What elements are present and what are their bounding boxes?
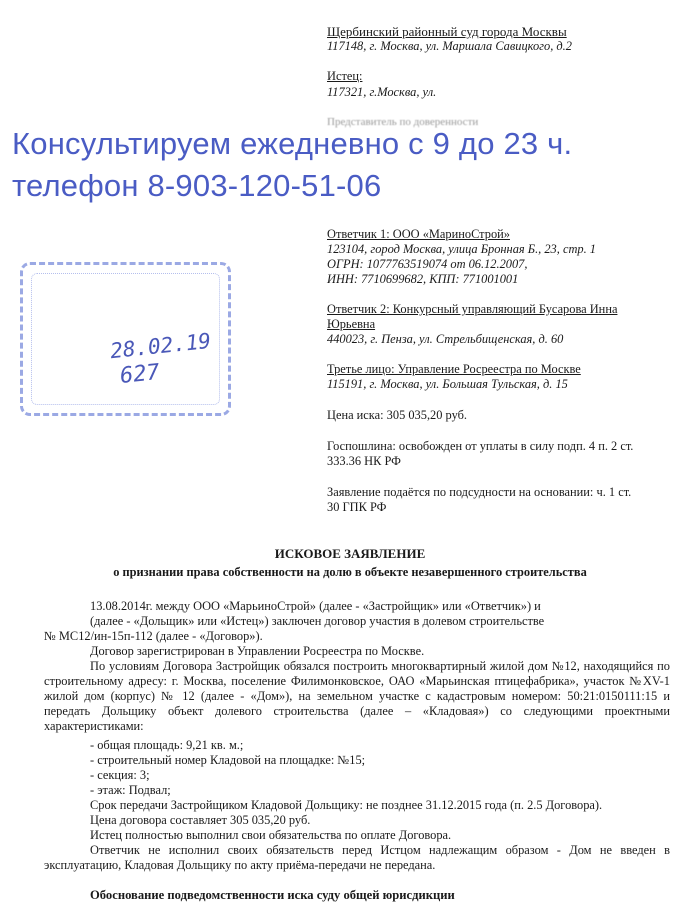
third-party-label: Третье лицо: Управление Росреестра по Москве xyxy=(327,362,581,376)
list-item: - общая площадь: 9,21 кв. м.; xyxy=(90,738,244,752)
body-paragraph: 13.08.2014г. между ООО «МарьиноСтрой» (далее - «Застройщик» или «Ответчик») и xyxy=(90,599,541,613)
jurisdiction-cont: 30 ГПК РФ xyxy=(327,500,387,514)
section-heading: Обоснование подведомственности иска суду общей юрисдикции xyxy=(90,888,455,902)
stamp-date: 28.02.19 xyxy=(109,328,213,364)
defendant1-inn: ИНН: 7710699682, КПП: 771001001 xyxy=(327,272,519,286)
plaintiff-label: Истец: xyxy=(327,69,363,83)
phone-overlay: телефон 8-903-120-51-06 xyxy=(12,168,382,203)
list-item: - этаж: Подвал; xyxy=(90,783,171,797)
claim-price: Цена иска: 305 035,20 руб. xyxy=(327,408,467,422)
jurisdiction: Заявление подаётся по подсудности на основании: ч. 1 ст. xyxy=(327,485,632,499)
body-paragraph: № МС12/ин-15п-112 (далее - «Договор»). xyxy=(44,629,263,643)
state-duty-cont: 333.36 НК РФ xyxy=(327,454,401,468)
body-paragraph: Цена договора составляет 305 035,20 руб. xyxy=(90,813,311,827)
defendant1-address: 123104, город Москва, улица Бронная Б., 23, стр. 1 xyxy=(327,242,596,256)
defendant2-label-cont: Юрьевна xyxy=(327,317,376,331)
defendant1-ogrn: ОГРН: 1077763519074 от 06.12.2007, xyxy=(327,257,528,271)
body-paragraph: По условиям Договора Застройщик обязался построить многоквартирный жилой дом №12, находящийся по строительному адресу: г. Москва, поселение Филимонковское, ОАО «Марьинская птицефабрика», участок №XV-1 жилой дом (корпус) № 12 (далее - «Дом»), на земельном участке с кадастровым номером: 50:21:0150111:15 и передать Дольщику объект долевого строительства (далее – «Кладовая») со следующими проектными характеристиками: xyxy=(44,659,670,733)
body-paragraph: Договор зарегистрирован в Управлении Росреестра по Москве. xyxy=(90,644,425,658)
defendant1-label: Ответчик 1: ООО «МариноСтрой» xyxy=(327,227,510,241)
court-name: Щербинский районный суд города Москвы xyxy=(327,24,567,39)
body-paragraph: Срок передачи Застройщиком Кладовой Дольщику: не позднее 31.12.2015 года (п. 2.5 Договора). xyxy=(90,798,603,812)
body-paragraph: Истец полностью выполнил свои обязательства по оплате Договора. xyxy=(90,828,452,842)
list-item: - секция: 3; xyxy=(90,768,150,782)
body-paragraph: Ответчик не исполнил своих обязательств перед Истцом надлежащим образом - Дом не введен в эксплуатацию, Кладовая Дольщику по акту приёма-передачи не передана. xyxy=(44,843,670,872)
consultation-overlay: Консультируем ежедневно с 9 до 23 ч. xyxy=(12,126,573,161)
document-title: ИСКОВОЕ ЗАЯВЛЕНИЕ xyxy=(274,546,426,561)
document-subtitle: о признании права собственности на долю в объекте незавершенного строительства xyxy=(113,565,587,579)
stamp-number: 627 xyxy=(118,359,161,390)
list-item: - строительный номер Кладовой на площадке: №15; xyxy=(90,753,366,767)
defendant2-label: Ответчик 2: Конкурсный управляющий Бусарова Инна xyxy=(327,302,618,316)
state-duty: Госпошлина: освобожден от уплаты в силу подп. 4 п. 2 ст. xyxy=(327,439,634,453)
third-party-address: 115191, г. Москва, ул. Большая Тульская, д. 15 xyxy=(327,377,568,391)
representative-line: Представитель по доверенности xyxy=(327,116,479,128)
plaintiff-address: 117321, г.Москва, ул. xyxy=(327,85,437,99)
defendant2-address: 440023, г. Пенза, ул. Стрельбищенская, д. 60 xyxy=(327,332,564,346)
court-address: 117148, г. Москва, ул. Маршала Савицкого, д.2 xyxy=(327,39,572,53)
body-paragraph: (далее - «Дольщик» или «Истец») заключен договор участия в долевом строительстве xyxy=(90,614,545,628)
